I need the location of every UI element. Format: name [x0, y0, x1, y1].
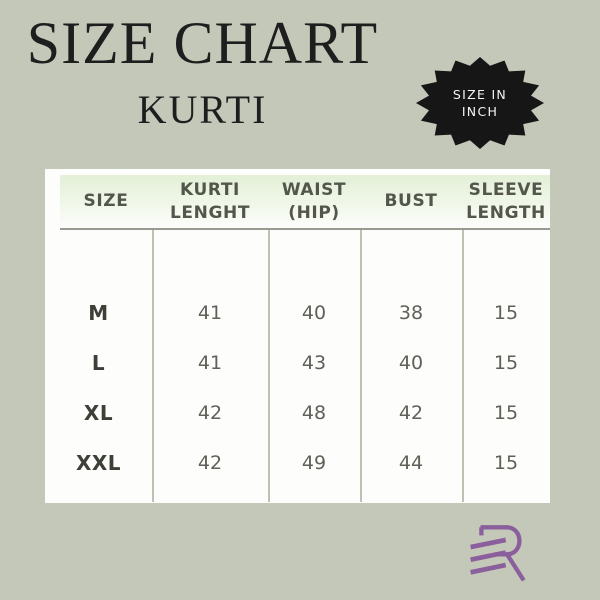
value-waist-hip: 49: [301, 452, 327, 474]
value-sleeve-length: 15: [493, 452, 519, 474]
value-sleeve-length: 15: [493, 352, 519, 374]
value-kurti-length: 41: [197, 352, 223, 374]
value-sleeve-length: 15: [493, 402, 519, 424]
header-cell-waist-hip: [268, 179, 360, 224]
value-bust: 38: [398, 302, 424, 324]
header-label: SIZE: [83, 191, 129, 212]
header-label: LENGHT: [169, 202, 251, 223]
header-cell-sleeve-length: [462, 179, 550, 224]
table-header-row: [60, 175, 550, 230]
value-waist-hip: 48: [301, 402, 327, 424]
unit-badge: [414, 56, 546, 150]
header-label: LENGTH: [466, 202, 546, 223]
size-label: M: [88, 301, 109, 325]
title-block: [0, 10, 405, 133]
badge-line-2: INCH: [461, 104, 499, 119]
header-cell-size: [60, 190, 152, 212]
page-title: SIZE CHART: [26, 10, 379, 76]
value-sleeve-length: 15: [493, 302, 519, 324]
brand-logo-r-icon: [467, 521, 530, 584]
header-label: (HIP): [288, 202, 340, 223]
page-subtitle: KURTI: [137, 87, 268, 132]
header-label: KURTI: [180, 180, 240, 201]
table-row-xxl: [45, 438, 550, 488]
value-bust: 44: [398, 452, 424, 474]
size-table: [45, 169, 550, 503]
size-label: XL: [83, 401, 114, 425]
size-label: L: [91, 351, 106, 375]
value-bust: 42: [398, 402, 424, 424]
value-waist-hip: 43: [301, 352, 327, 374]
header-label: SLEEVE: [468, 180, 544, 201]
header-cell-bust: [360, 190, 462, 212]
badge-line-1: SIZE IN: [452, 87, 508, 102]
header-label: BUST: [384, 191, 438, 212]
value-kurti-length: 42: [197, 402, 223, 424]
header-label: WAIST: [281, 180, 347, 201]
table-row-l: [45, 338, 550, 388]
table-row-xl: [45, 388, 550, 438]
value-waist-hip: 40: [301, 302, 327, 324]
size-label: XXL: [75, 451, 122, 475]
header-cell-kurti-length: [152, 179, 268, 224]
value-bust: 40: [398, 352, 424, 374]
table-body: [45, 230, 550, 488]
badge-text: [414, 56, 546, 150]
value-kurti-length: 41: [197, 302, 223, 324]
table-row-m: [45, 288, 550, 338]
value-kurti-length: 42: [197, 452, 223, 474]
